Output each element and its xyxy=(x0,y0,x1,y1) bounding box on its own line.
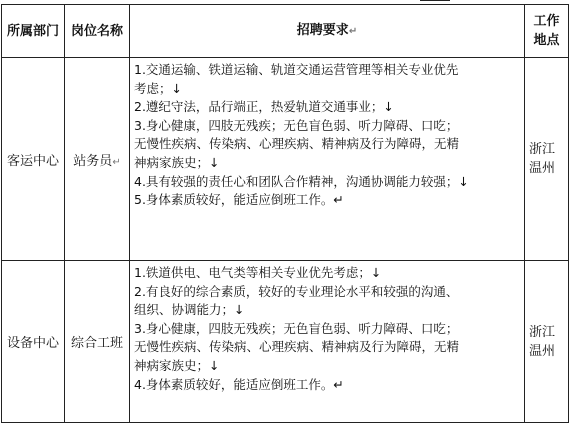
header-location-line2: 地点 xyxy=(533,33,560,48)
requirements-cell xyxy=(130,58,525,261)
requirement-line: 无慢性疾病、传染病、心理疾病、精神病及行为障碍，无精 xyxy=(134,339,460,355)
requirement-line: 考虑；↓ xyxy=(134,80,182,96)
recruitment-table xyxy=(1,4,569,423)
requirement-line: 1.交通运输、铁道运输、轨道交通运营管理等相关专业优先 xyxy=(134,62,459,77)
header-location-line1: 工作 xyxy=(533,14,560,29)
requirement-line: 5.身体素质较好，能适应倒班工作。↵ xyxy=(134,192,344,208)
requirement-line: 1.铁道供电、电气类等相关专业优先考虑；↓ xyxy=(134,265,382,280)
requirement-line: 组织、协调能力；↓ xyxy=(134,302,245,318)
header-position: 岗位名称 xyxy=(65,5,130,58)
requirement-line: 2.有良好的综合素质，较好的专业理论水平和较强的沟通、 xyxy=(134,283,459,299)
requirement-line: 2.遵纪守法，品行端正，热爱轨道交通事业；↓ xyxy=(134,99,394,115)
requirement-line: 无慢性疾病、传染病、心理疾病、精神病及行为障碍，无精 xyxy=(134,136,460,152)
header-row xyxy=(2,5,569,58)
location-cell: 浙江 温州 xyxy=(525,58,569,261)
requirement-line: 3.身心健康，四肢无残疾；无色盲色弱、听力障碍、口吃； xyxy=(134,320,459,336)
table-row xyxy=(2,58,569,261)
requirement-line: 4.具有较强的责任心和团队合作精神，沟通协调能力较强；↓ xyxy=(134,173,469,189)
department-cell: 客运中心 xyxy=(2,58,65,261)
requirement-line: 3.身心健康，四肢无残疾；无色盲色弱、听力障碍、口吃； xyxy=(134,117,459,133)
header-location xyxy=(525,5,569,58)
requirements-cell xyxy=(130,261,525,423)
position-cell: 站务员↵ xyxy=(65,58,130,261)
paragraph-mark: ↵ xyxy=(112,156,121,168)
requirement-line: 神病家族史；↓ xyxy=(134,154,220,170)
requirement-line: 神病家族史；↓ xyxy=(134,357,220,373)
department-cell: 设备中心 xyxy=(2,261,65,423)
header-requirements: 招聘要求↵ xyxy=(130,5,525,58)
header-department: 所属部门 xyxy=(2,5,65,58)
table-row xyxy=(2,261,569,423)
paragraph-mark: ↵ xyxy=(348,26,358,37)
requirement-line: 4.身体素质较好，能适应倒班工作。↵ xyxy=(134,376,344,392)
position-cell: 综合工班 xyxy=(65,261,130,423)
location-cell: 浙江 温州 xyxy=(525,261,569,423)
